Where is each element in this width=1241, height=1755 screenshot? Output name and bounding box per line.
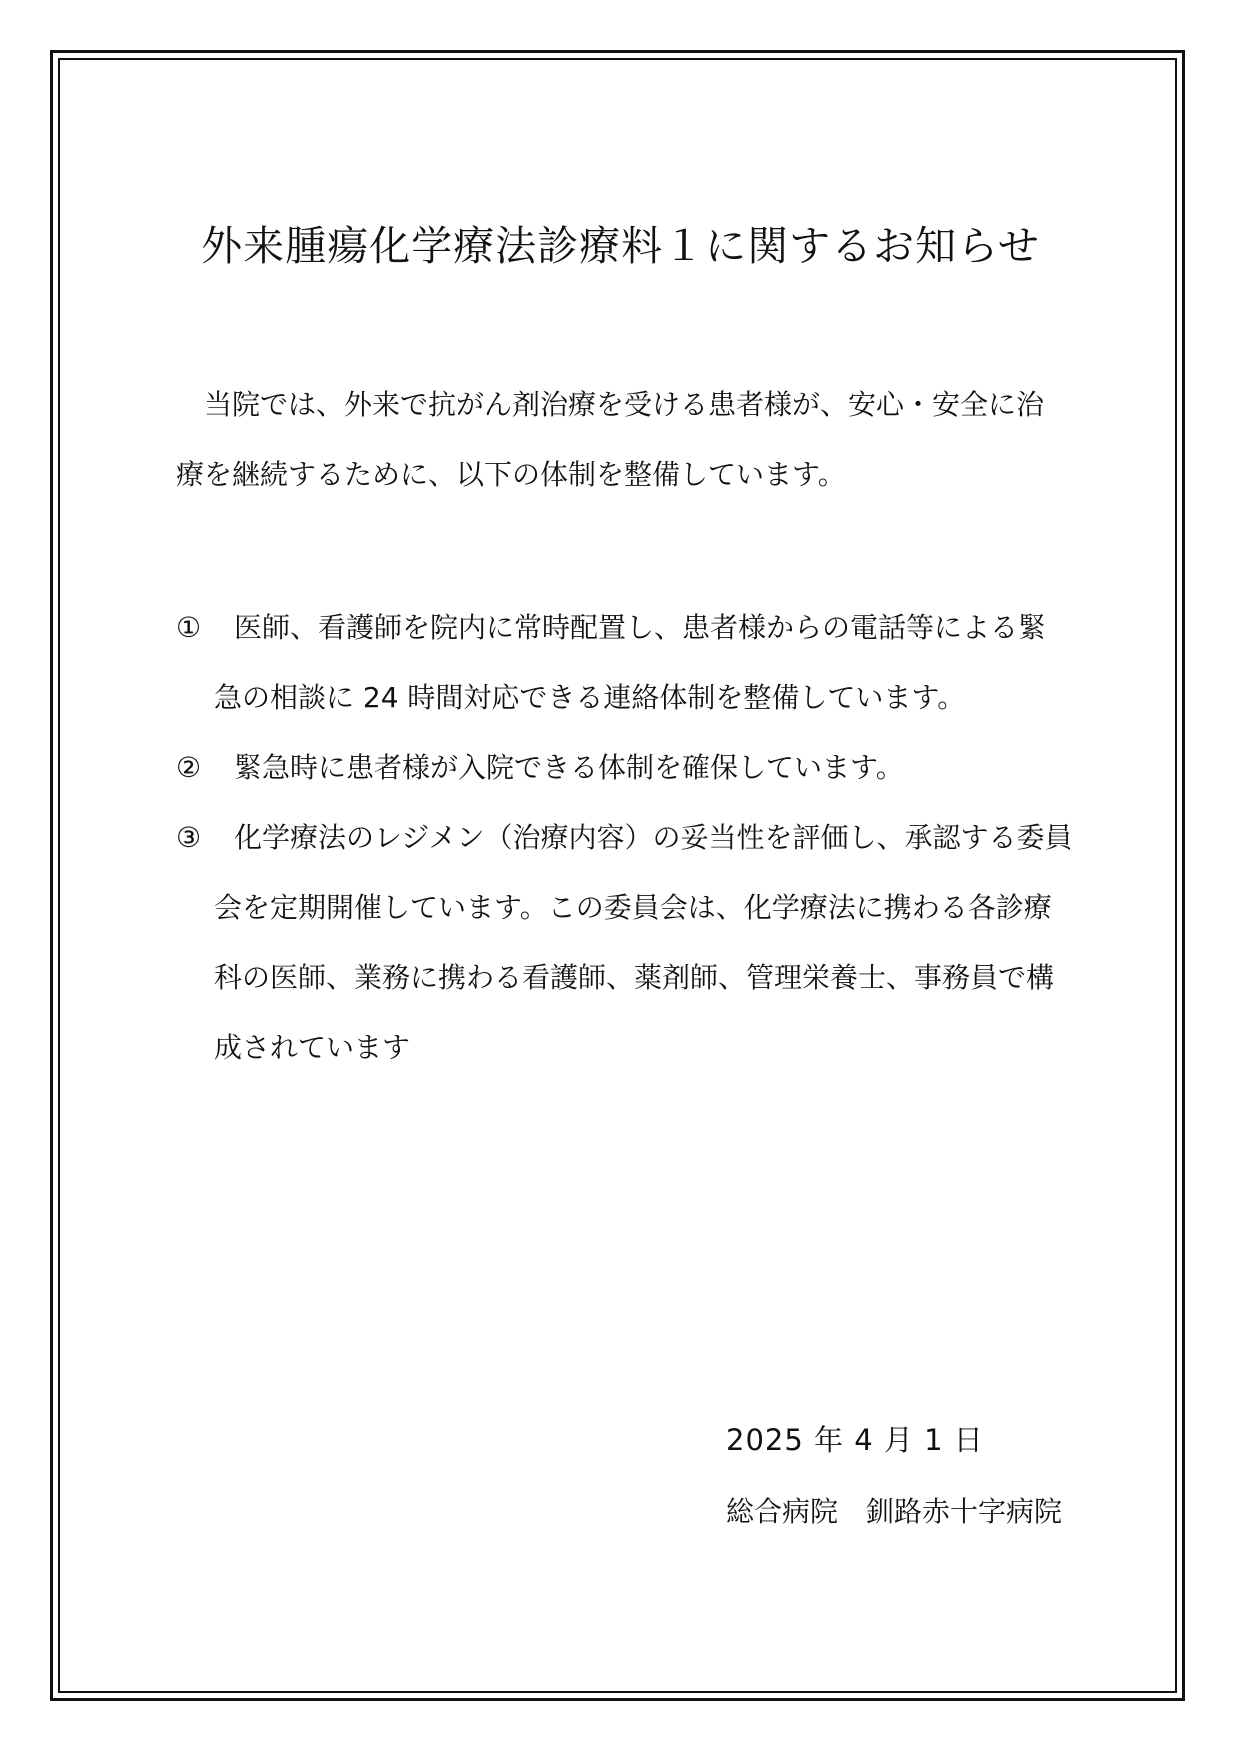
hospital-name: 総合病院 釧路赤十字病院 xyxy=(726,1495,1063,1528)
list-item xyxy=(176,593,1076,733)
intro-line: 療を継続するために、以下の体制を整備しています。 xyxy=(176,458,846,491)
list-marker: ② xyxy=(176,751,202,784)
list-item-line: 成されています xyxy=(214,1031,411,1064)
list-item xyxy=(176,803,1076,1083)
intro-paragraph xyxy=(176,370,1076,510)
notice-title: 外来腫瘍化学療法診療料１に関するお知らせ xyxy=(201,222,1040,270)
list-item-line: 科の医師、業務に携わる看護師、薬剤師、管理栄養士、事務員で構 xyxy=(214,961,1055,994)
intro-line: 当院では、外来で抗がん剤治療を受ける患者様が、安心・安全に治 xyxy=(204,388,1045,421)
list-item-line: 会を定期開催しています。この委員会は、化学療法に携わる各診療 xyxy=(214,891,1052,924)
list-marker: ① xyxy=(176,611,202,644)
list-item xyxy=(176,733,1076,803)
issue-date: 2025 年 4 月 1 日 xyxy=(726,1423,984,1457)
list-item-line: 医師、看護師を院内に常時配置し、患者様からの電話等による緊 xyxy=(234,611,1047,644)
list-marker: ③ xyxy=(176,821,202,854)
list-item-line: 緊急時に患者様が入院できる体制を確保しています。 xyxy=(234,751,904,784)
list-item-line: 急の相談に 24 時間対応できる連絡体制を整備しています。 xyxy=(214,681,966,714)
list-item-line: 化学療法のレジメン（治療内容）の妥当性を評価し、承認する委員 xyxy=(234,821,1073,854)
numbered-list xyxy=(176,593,1076,1083)
